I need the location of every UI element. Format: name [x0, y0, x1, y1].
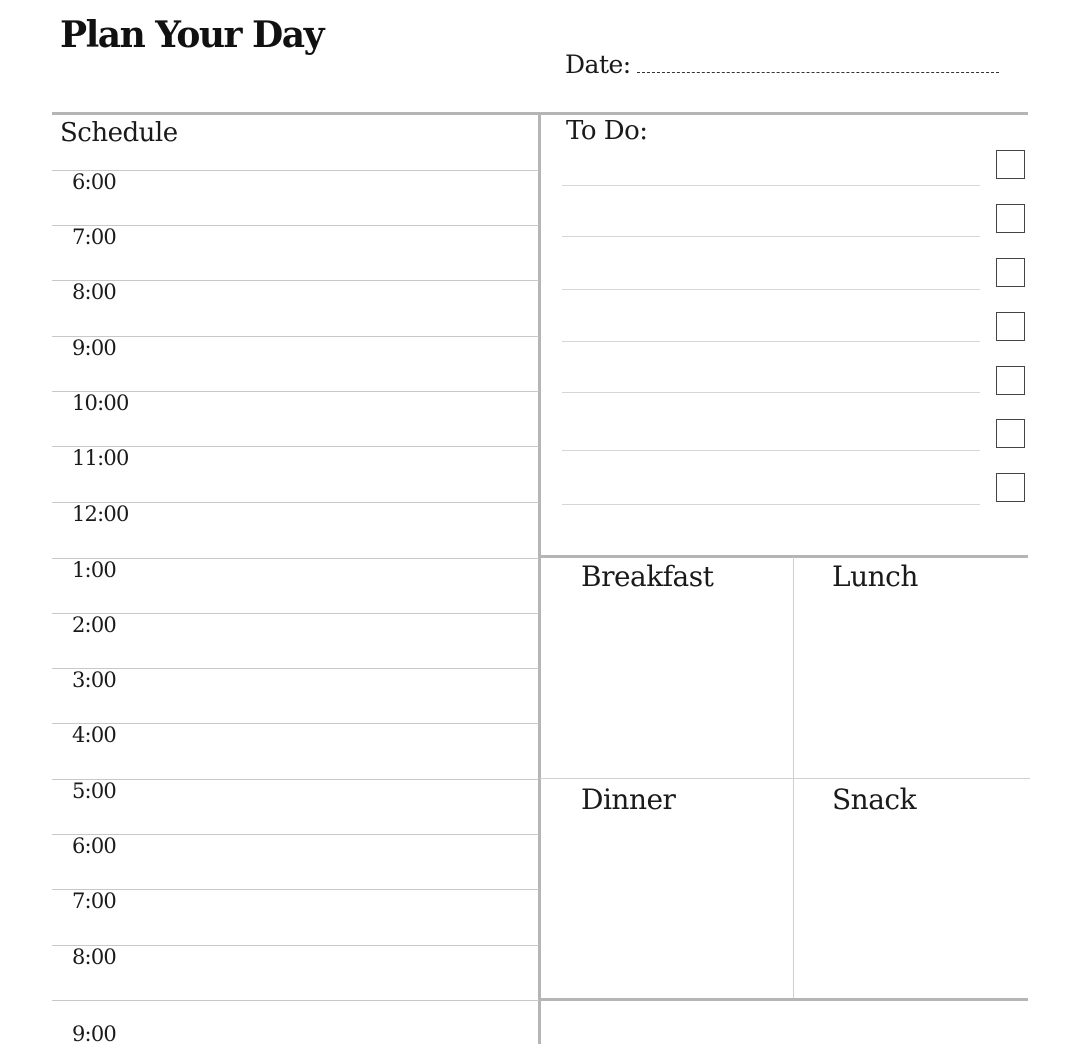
- meals-top-divider: [540, 555, 1028, 558]
- schedule-row-line: [52, 225, 539, 226]
- schedule-row-line: [52, 889, 539, 890]
- todo-checkbox[interactable]: [996, 258, 1025, 287]
- schedule-slot[interactable]: [140, 227, 536, 277]
- schedule-row-line: [52, 779, 539, 780]
- todo-line[interactable]: [562, 504, 980, 505]
- meals-bottom-divider: [540, 998, 1028, 1001]
- schedule-time-label: 6:00: [72, 834, 116, 858]
- todo-line[interactable]: [562, 341, 980, 342]
- schedule-slot[interactable]: [140, 615, 536, 665]
- schedule-slot[interactable]: [140, 282, 536, 332]
- schedule-time-label: 9:00: [72, 336, 116, 360]
- schedule-slot[interactable]: [140, 891, 536, 941]
- schedule-time-label: 7:00: [72, 889, 116, 913]
- date-blank-line[interactable]: [637, 50, 999, 73]
- todo-line[interactable]: [562, 236, 980, 237]
- todo-checkbox[interactable]: [996, 312, 1025, 341]
- schedule-time-label: 6:00: [72, 170, 116, 194]
- todo-line[interactable]: [562, 392, 980, 393]
- todo-checkbox[interactable]: [996, 366, 1025, 395]
- schedule-row-line: [52, 558, 539, 559]
- schedule-time-label: 8:00: [72, 945, 116, 969]
- schedule-time-label: 5:00: [72, 779, 116, 803]
- schedule-slot[interactable]: [140, 836, 536, 886]
- schedule-slot[interactable]: [140, 1002, 536, 1052]
- schedule-time-label: 11:00: [72, 446, 129, 470]
- schedule-time-label: 9:00: [72, 1022, 116, 1046]
- schedule-row-line: [52, 668, 539, 669]
- schedule-row-line: [52, 723, 539, 724]
- todo-checkbox[interactable]: [996, 204, 1025, 233]
- schedule-heading: Schedule: [60, 118, 178, 148]
- schedule-row-line: [52, 945, 539, 946]
- breakfast-label: Breakfast: [581, 560, 714, 593]
- snack-label: Snack: [832, 783, 917, 816]
- page-title: Plan Your Day: [60, 14, 323, 56]
- schedule-time-label: 2:00: [72, 613, 116, 637]
- schedule-row-line: [52, 280, 539, 281]
- schedule-slot[interactable]: [140, 947, 536, 997]
- column-divider: [538, 113, 541, 1044]
- todo-checkbox[interactable]: [996, 473, 1025, 502]
- date-field[interactable]: [565, 50, 999, 79]
- schedule-time-label: 8:00: [72, 280, 116, 304]
- dinner-label: Dinner: [581, 783, 676, 816]
- schedule-slot[interactable]: [140, 781, 536, 831]
- todo-line[interactable]: [562, 289, 980, 290]
- meals-middle-divider: [540, 778, 1030, 779]
- schedule-row-line: [52, 1000, 539, 1001]
- todo-line[interactable]: [562, 185, 980, 186]
- schedule-slot[interactable]: [140, 504, 536, 554]
- todo-checkbox[interactable]: [996, 150, 1025, 179]
- schedule-row-line: [52, 336, 539, 337]
- schedule-time-label: 4:00: [72, 723, 116, 747]
- todo-line[interactable]: [562, 450, 980, 451]
- schedule-row-line: [52, 170, 539, 171]
- schedule-slot[interactable]: [140, 338, 536, 388]
- date-label: Date:: [565, 50, 631, 79]
- schedule-time-label: 1:00: [72, 558, 116, 582]
- schedule-row-line: [52, 613, 539, 614]
- schedule-row-line: [52, 834, 539, 835]
- todo-heading: To Do:: [566, 116, 648, 146]
- lunch-label: Lunch: [832, 560, 918, 593]
- schedule-slot[interactable]: [140, 560, 536, 610]
- schedule-slot[interactable]: [140, 448, 536, 498]
- schedule-time-label: 12:00: [72, 502, 129, 526]
- schedule-slot[interactable]: [140, 172, 536, 222]
- schedule-slot[interactable]: [140, 670, 536, 720]
- schedule-time-label: 7:00: [72, 225, 116, 249]
- schedule-time-label: 3:00: [72, 668, 116, 692]
- todo-checkbox[interactable]: [996, 419, 1025, 448]
- schedule-slot[interactable]: [140, 393, 536, 443]
- schedule-slot[interactable]: [140, 725, 536, 775]
- schedule-time-label: 10:00: [72, 391, 129, 415]
